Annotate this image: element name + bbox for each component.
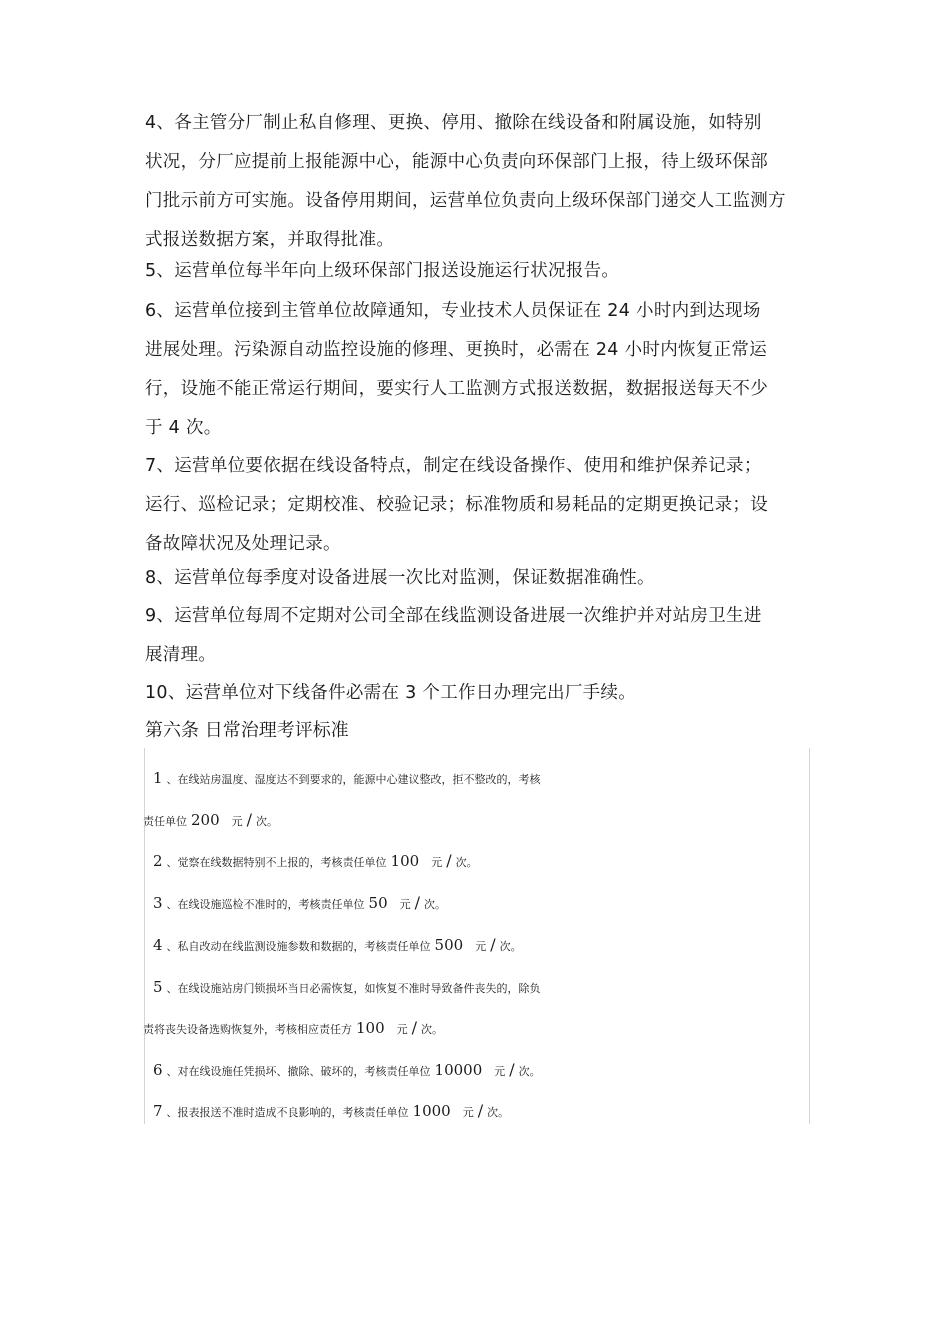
rule-number: 1 <box>153 769 163 787</box>
rule-item-1-cont <box>143 810 278 832</box>
rule-number: 2 <box>153 852 163 870</box>
rule-text: 、私自改动在线监测设施参数和数据的，考核责任单位 <box>166 940 431 953</box>
paragraph-item-6 <box>145 292 817 331</box>
rule-amount: 200 <box>191 811 220 829</box>
text-line: 4、各主管分厂制止私自修理、更换、停用、撤除在线设备和附属设施，如特别 <box>145 113 762 133</box>
paragraph-item-6-cont <box>145 331 817 448</box>
rule-item-1 <box>153 768 541 790</box>
rule-unit: 元 <box>396 1023 408 1036</box>
paragraph-item-9 <box>145 597 817 675</box>
rule-text: 、报表报送不准时造成不良影响的，考核责任单位 <box>166 1106 409 1119</box>
rule-number: 4 <box>153 936 163 954</box>
rule-per: 次。 <box>424 898 447 911</box>
rule-per: 次。 <box>487 1106 510 1119</box>
text-line: 式报送数据方案，并取得批准。 <box>145 230 395 250</box>
rule-slash: / <box>411 1018 418 1037</box>
text-line: 备故障状况及处理记录。 <box>145 534 341 554</box>
rule-slash: / <box>446 851 452 870</box>
text-line: 6、运营单位接到主管单位故障通知，专业技术人员保证在 24 小时内到达现场 <box>145 301 761 321</box>
text-line: 运行、巡检记录；定期校准、校验记录；标准物质和易耗品的定期更换记录；设 <box>145 495 768 515</box>
paragraph-item-10 <box>145 674 817 713</box>
text-line: 进展处理。污染源自动监控设施的修理、更换时，必需在 24 小时内恢复正常运 <box>145 340 767 360</box>
rule-amount: 10000 <box>434 1061 483 1079</box>
rule-per: 次。 <box>499 940 522 953</box>
rule-number: 7 <box>153 1102 163 1120</box>
rule-item-2 <box>153 851 478 873</box>
rule-amount: 1000 <box>412 1102 451 1120</box>
rule-amount: 500 <box>434 936 464 954</box>
text-line: 于 4 次。 <box>145 418 222 438</box>
rule-slash: / <box>414 893 421 912</box>
rule-slash: / <box>490 935 496 954</box>
text-line: 10、运营单位对下线备件必需在 3 个工作日办理完出厂手续。 <box>145 683 637 703</box>
paragraph-item-5 <box>145 252 817 291</box>
rule-unit: 元 <box>399 898 411 911</box>
rule-item-5-cont <box>143 1018 443 1040</box>
section-heading: 第六条 日常治理考评标准 <box>145 720 349 741</box>
rule-per: 次。 <box>256 815 279 828</box>
text-line: 门批示前方可实施。设备停用期间，运营单位负责向上级环保部门递交人工监测方 <box>145 191 786 211</box>
rule-item-7 <box>153 1101 509 1123</box>
rule-slash: / <box>246 810 253 829</box>
rule-amount: 100 <box>356 1019 385 1037</box>
rule-number: 3 <box>153 894 163 912</box>
paragraph-item-8 <box>145 559 817 598</box>
paragraph-item-4 <box>145 104 817 260</box>
rule-unit: 元 <box>462 1106 474 1119</box>
text-line: 行，设施不能正常运行期间，要实行人工监测方式报送数据，数据报送每天不少 <box>145 379 768 399</box>
rule-number: 5 <box>153 978 163 996</box>
rule-text: 、对在线设施任凭损坏、撤除、破坏的，考核责任单位 <box>166 1065 431 1078</box>
text-line: 展清理。 <box>145 645 217 665</box>
rule-text: 、在线站房温度、湿度达不到要求的，能源中心建议整改，拒不整改的，考核 <box>166 773 541 786</box>
rule-text: 责任单位 <box>143 815 187 828</box>
rule-per: 次。 <box>421 1023 444 1036</box>
rule-unit: 元 <box>431 856 443 869</box>
rule-slash: / <box>509 1060 515 1079</box>
paragraph-item-7 <box>145 447 817 564</box>
rule-text: 、在线设施站房门锁损坏当日必需恢复，如恢复不准时导致备件丧失的，除负 <box>166 982 541 995</box>
text-line: 9、运营单位每周不定期对公司全部在线监测设备进展一次维护并对站房卫生进 <box>145 606 762 626</box>
rule-per: 次。 <box>455 856 478 869</box>
rule-amount: 100 <box>390 852 420 870</box>
rule-item-6 <box>153 1060 541 1082</box>
rule-per: 次。 <box>518 1065 541 1078</box>
rule-unit: 元 <box>494 1065 506 1078</box>
rule-item-3 <box>153 893 446 915</box>
rule-slash: / <box>477 1101 484 1120</box>
text-line: 状况，分厂应提前上报能源中心，能源中心负责向环保部门上报，待上级环保部 <box>145 152 768 172</box>
rule-item-5 <box>153 977 541 999</box>
rule-item-4 <box>153 935 522 957</box>
rule-text: 责将丧失设备选购恢复外，考核相应责任方 <box>143 1023 352 1036</box>
rule-text: 、觉察在线数据特别不上报的，考核责任单位 <box>166 856 387 869</box>
text-line: 5、运营单位每半年向上级环保部门报送设施运行状况报告。 <box>145 261 620 281</box>
text-line: 8、运营单位每季度对设备进展一次比对监测，保证数据准确性。 <box>145 568 655 588</box>
rule-number: 6 <box>153 1061 163 1079</box>
rule-unit: 元 <box>475 940 487 953</box>
rule-amount: 50 <box>368 894 388 912</box>
rule-text: 、在线设施巡检不准时的，考核责任单位 <box>166 898 365 911</box>
text-line: 7、运营单位要依据在线设备特点，制定在线设备操作、使用和维护保养记录； <box>145 456 762 476</box>
rule-unit: 元 <box>231 815 243 828</box>
